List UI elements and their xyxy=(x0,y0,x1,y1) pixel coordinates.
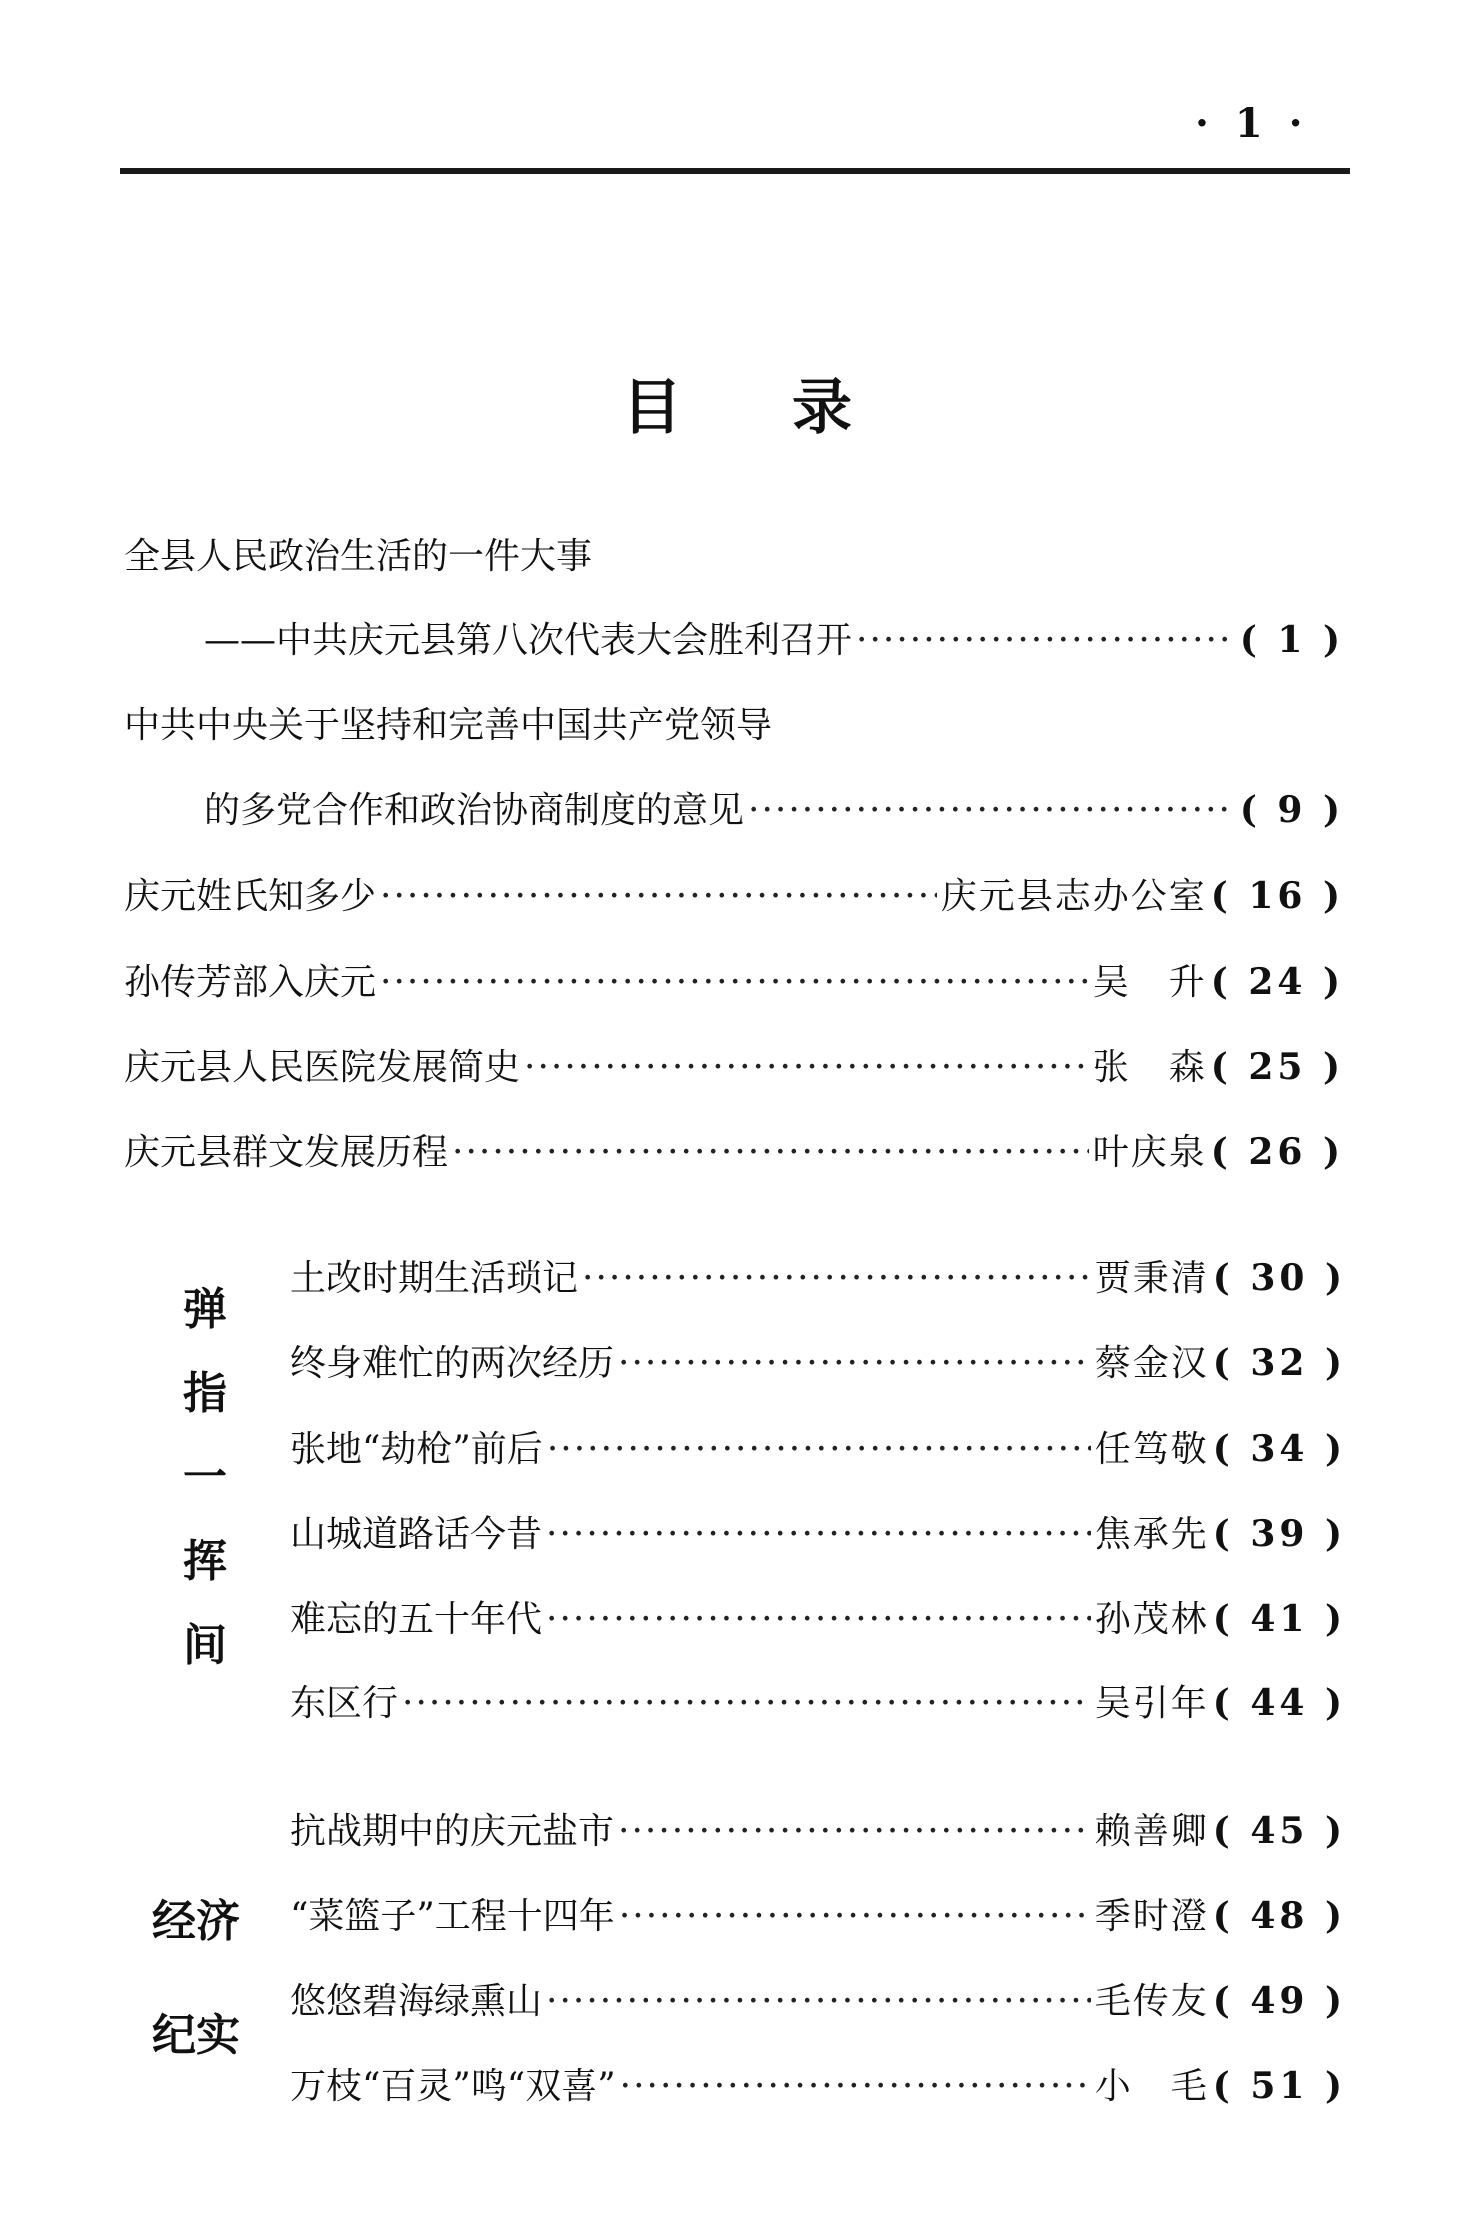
page-title xyxy=(0,360,1474,446)
toc-item-author: 吴引年 xyxy=(1094,1683,1209,1724)
toc-item-title: 难忘的五十年代 xyxy=(290,1599,543,1640)
toc-entry-1-subtitle: ——中共庆元县第八次代表大会胜利召开 xyxy=(204,620,853,661)
toc-entry-5-author: 张 森 xyxy=(1092,1047,1207,1088)
section-label-2-line: 纪实 xyxy=(152,2010,240,2061)
toc-item-title: 张地“劫枪”前后 xyxy=(290,1429,543,1470)
dot-leader xyxy=(380,876,937,917)
section-label-2-line: 经济 xyxy=(152,1896,240,1947)
toc-item-page: ( 48 ) xyxy=(1212,1895,1346,1937)
toc-item-author: 毛传友 xyxy=(1094,1981,1209,2022)
toc-item-author: 蔡金汉 xyxy=(1094,1343,1209,1384)
dot-leader xyxy=(748,790,1232,831)
toc-item-author: 焦承先 xyxy=(1094,1514,1209,1555)
toc-item-page: ( 41 ) xyxy=(1212,1598,1346,1640)
toc-entry-4-author: 吴 升 xyxy=(1092,962,1207,1003)
section-label-1-char: 弹 xyxy=(183,1284,227,1335)
toc-entry-5-page: ( 25 ) xyxy=(1210,1046,1344,1088)
toc-item xyxy=(290,2058,1346,2109)
toc-item-title: 土改时期生活琐记 xyxy=(290,1258,579,1299)
page-number: · 1 · xyxy=(1195,100,1309,147)
toc-item xyxy=(290,1888,1346,1939)
section-label-1-char: 一 xyxy=(183,1452,227,1503)
toc-item xyxy=(290,1973,1346,2024)
toc-item-page: ( 49 ) xyxy=(1212,1980,1346,2022)
toc-entry-5 xyxy=(124,1039,1344,1090)
toc-entry-5-title: 庆元县人民医院发展简史 xyxy=(124,1047,521,1088)
toc-entry-4 xyxy=(124,954,1344,1005)
toc-item xyxy=(290,1591,1346,1642)
dot-leader xyxy=(546,1981,1091,2022)
toc-item-author: 赖善卿 xyxy=(1094,1811,1209,1852)
toc-entry-1 xyxy=(204,612,1344,663)
toc-item-title: 悠悠碧海绿熏山 xyxy=(290,1981,543,2022)
toc-item-author: 孙茂林 xyxy=(1094,1599,1209,1640)
toc-entry-6 xyxy=(124,1124,1344,1175)
toc-item-title: 万枝“百灵”鸣“双喜” xyxy=(290,2066,616,2107)
toc-item xyxy=(290,1506,1346,1557)
toc-entry-3-author: 庆元县志办公室 xyxy=(940,876,1207,917)
title-char-2: 录 xyxy=(792,373,852,443)
toc-item xyxy=(290,1675,1346,1726)
toc-item xyxy=(290,1250,1346,1301)
toc-entry-3 xyxy=(124,868,1344,919)
toc-item xyxy=(290,1803,1346,1854)
toc-item xyxy=(290,1335,1346,1386)
section-label-1-char: 挥 xyxy=(183,1536,227,1587)
toc-item-page: ( 32 ) xyxy=(1212,1342,1346,1384)
toc-item-title: 抗战期中的庆元盐市 xyxy=(290,1811,615,1852)
dot-leader xyxy=(452,1132,1089,1173)
toc-item-author: 任笃敬 xyxy=(1094,1429,1209,1470)
dot-leader xyxy=(380,962,1089,1003)
toc-item-title: 东区行 xyxy=(290,1683,399,1724)
dot-leader xyxy=(618,1811,1091,1852)
header-rule xyxy=(120,168,1350,174)
toc-item-page: ( 44 ) xyxy=(1212,1682,1346,1724)
toc-entry-4-page: ( 24 ) xyxy=(1210,961,1344,1003)
dot-leader xyxy=(547,1429,1091,1470)
section-label-1-char: 间 xyxy=(183,1620,227,1671)
toc-entry-2-title: 中共中央关于坚持和完善中国共产党领导 xyxy=(124,705,773,746)
toc-item xyxy=(290,1421,1346,1472)
toc-entry-2 xyxy=(204,782,1344,833)
toc-item-title: 终身难忙的两次经历 xyxy=(290,1343,615,1384)
toc-item-author: 小 毛 xyxy=(1094,2066,1209,2107)
dot-leader xyxy=(620,2066,1091,2107)
toc-entry-4-title: 孙传芳部入庆元 xyxy=(124,962,377,1003)
dot-leader xyxy=(856,620,1232,661)
toc-entry-6-title: 庆元县群文发展历程 xyxy=(124,1132,449,1173)
toc-entry-6-author: 叶庆泉 xyxy=(1092,1132,1207,1173)
toc-item-page: ( 39 ) xyxy=(1212,1513,1346,1555)
section-label-1 xyxy=(180,1268,230,1688)
dot-leader xyxy=(402,1683,1091,1724)
toc-item-page: ( 30 ) xyxy=(1212,1257,1346,1299)
toc-item-page: ( 45 ) xyxy=(1212,1810,1346,1852)
dot-leader xyxy=(546,1514,1091,1555)
dot-leader xyxy=(546,1599,1091,1640)
section-label-2 xyxy=(152,1880,240,2078)
toc-item-title: 山城道路话今昔 xyxy=(290,1514,543,1555)
toc-item-author: 季时澄 xyxy=(1094,1896,1209,1937)
dot-leader xyxy=(618,1343,1091,1384)
toc-entry-1-page: ( 1 ) xyxy=(1239,619,1344,661)
toc-entry-2-page: ( 9 ) xyxy=(1239,789,1344,831)
toc-item-author: 贾秉清 xyxy=(1094,1258,1209,1299)
toc-entry-6-page: ( 26 ) xyxy=(1210,1131,1344,1173)
toc-entry-3-title: 庆元姓氏知多少 xyxy=(124,876,377,917)
section-label-1-char: 指 xyxy=(183,1368,227,1419)
toc-item-page: ( 34 ) xyxy=(1212,1428,1346,1470)
title-char-1: 目 xyxy=(622,373,682,443)
toc-entry-2-subtitle: 的多党合作和政治协商制度的意见 xyxy=(204,790,745,831)
toc-entry-1-title: 全县人民政治生活的一件大事 xyxy=(124,536,593,577)
dot-leader xyxy=(619,1896,1091,1937)
toc-item-page: ( 51 ) xyxy=(1212,2065,1346,2107)
dot-leader xyxy=(524,1047,1089,1088)
toc-item-title: “菜篮子”工程十四年 xyxy=(290,1896,615,1937)
toc-entry-3-page: ( 16 ) xyxy=(1210,875,1344,917)
dot-leader xyxy=(582,1258,1091,1299)
